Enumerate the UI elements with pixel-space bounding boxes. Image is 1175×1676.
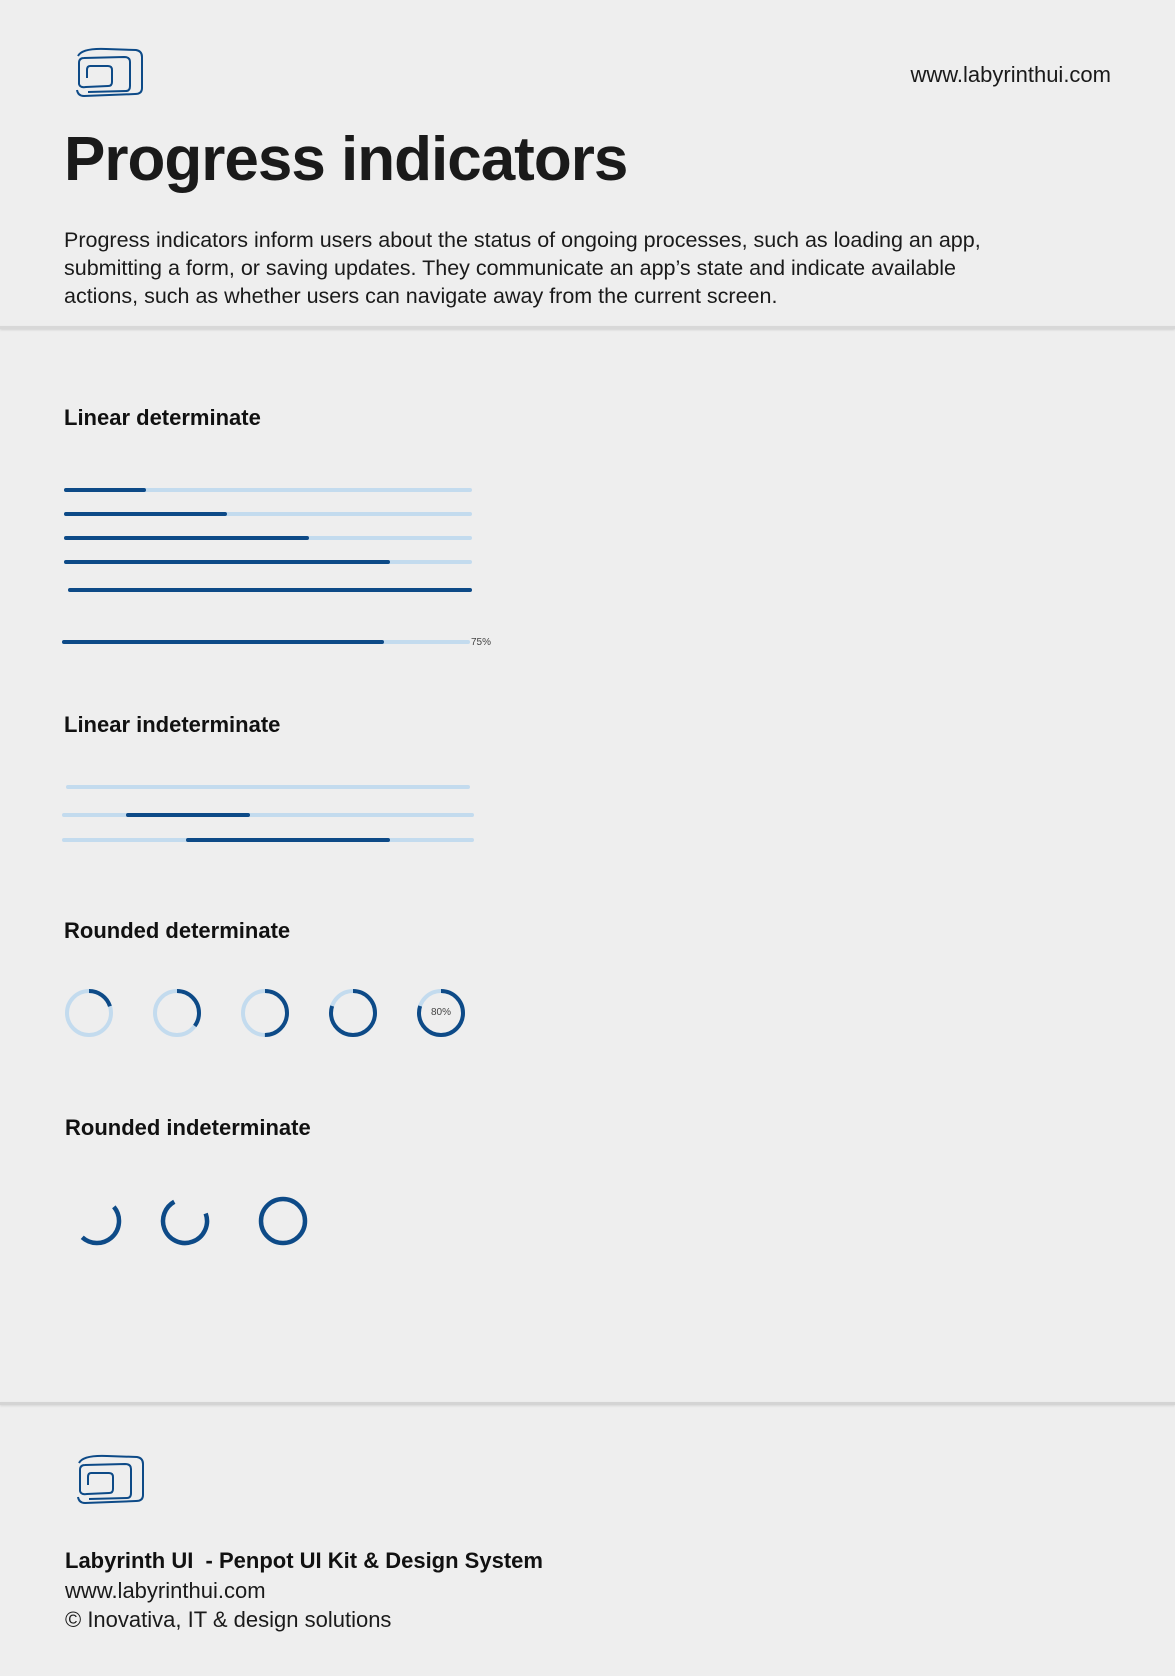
progress-bar-1	[64, 488, 472, 492]
labeled-progress-bar	[62, 640, 470, 644]
indeterminate-bar-3	[62, 838, 474, 842]
progress-fill-2	[64, 512, 227, 516]
page-description: Progress indicators inform users about the status of ongoing processes, such as loading an app, submitting a form, or saving updates. They communicate an app’s state and indicate available actions, such as whether users can navigate away from the current screen.	[64, 228, 981, 308]
footer-title: Labyrinth UI - Penpot UI Kit & Design System	[65, 1548, 543, 1573]
footer-divider	[0, 1402, 1175, 1405]
spinner-3	[258, 1196, 308, 1246]
progress-fill-4	[64, 560, 390, 564]
indeterminate-segment-3	[186, 838, 390, 842]
footer-logo-icon	[73, 1451, 149, 1507]
progress-ring-2	[152, 988, 202, 1038]
progress-ring-3	[240, 988, 290, 1038]
footer-copyright: © Inovativa, IT & design solutions	[65, 1607, 392, 1632]
progress-fill-5	[68, 588, 472, 592]
section-title-linear-indeterminate: Linear indeterminate	[64, 712, 281, 737]
labeled-progress-fill	[62, 640, 384, 644]
indeterminate-segment-2	[126, 813, 250, 817]
progress-bar-5	[68, 588, 472, 592]
footer-url-link[interactable]: www.labyrinthui.com	[65, 1578, 266, 1603]
indeterminate-bar-1	[66, 785, 470, 789]
progress-fill-1	[64, 488, 146, 492]
section-title-rounded-indeterminate: Rounded indeterminate	[65, 1115, 311, 1140]
spinner-2	[160, 1196, 210, 1246]
section-title-linear-determinate: Linear determinate	[64, 405, 261, 430]
page-title: Progress indicators	[64, 125, 628, 194]
section-title-rounded-determinate: Rounded determinate	[64, 918, 291, 943]
progress-bar-4	[64, 560, 472, 564]
progress-ring-4	[328, 988, 378, 1038]
spinner-1	[72, 1196, 122, 1246]
ring-percent-label: 80%	[430, 1007, 451, 1018]
progress-fill-3	[64, 536, 309, 540]
progress-bar-3	[64, 536, 472, 540]
progress-percent-label: 75%	[471, 637, 492, 648]
indeterminate-bar-2	[62, 813, 474, 817]
site-url-link[interactable]: www.labyrinthui.com	[910, 62, 1111, 87]
header-divider	[0, 326, 1175, 329]
progress-ring-1	[64, 988, 114, 1038]
progress-bar-2	[64, 512, 472, 516]
header-logo-icon	[72, 44, 148, 100]
